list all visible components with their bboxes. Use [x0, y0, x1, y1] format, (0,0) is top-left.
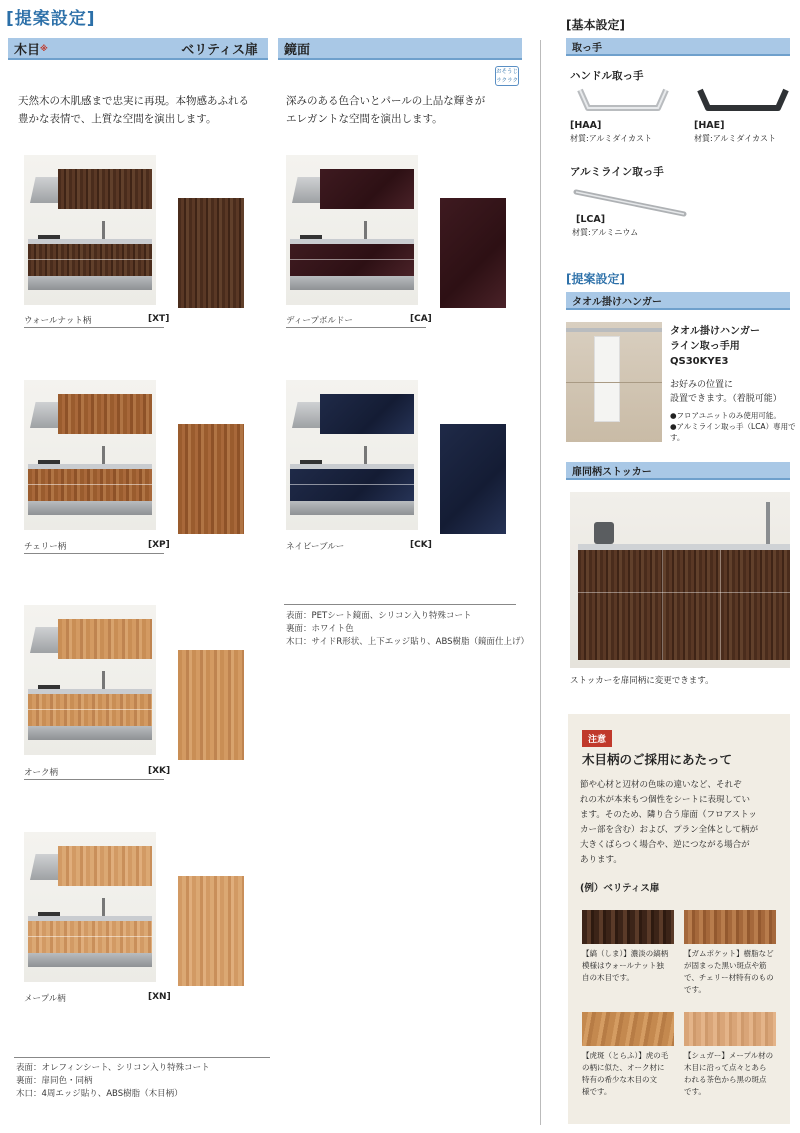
towel-hanger-image [566, 322, 662, 442]
example-line: 自の木目です。 [582, 973, 634, 982]
handle-section-bar [566, 38, 790, 56]
label-oak: オーク柄 [24, 768, 59, 778]
mirror-note: 裏面：ホワイト色 [286, 624, 354, 634]
caution-title: 木目柄のご採用にあたって [582, 752, 733, 767]
towel-desc-line: 設置できます。（着脱可能） [670, 394, 782, 404]
caution-body-line: カー部を含む）および、プラン全体として柄が [580, 825, 759, 835]
handle-title: ハンドル取っ手 [570, 70, 644, 82]
code-navy-blue: [CK] [410, 540, 432, 550]
towel-name-line: タオル掛けハンガー [670, 326, 760, 337]
mirror-intro-line: 深みのある色合いとパールの上品な輝きが [286, 95, 486, 107]
proposal-title: [提案設定] [566, 272, 625, 286]
towel-name-line: ライン取っ手用 [670, 341, 740, 352]
example-line: です。 [684, 1087, 706, 1096]
basic-title: [基本設定] [566, 18, 625, 32]
example-text-stripe [582, 948, 668, 984]
example-text-gum-pocket [684, 948, 774, 996]
towel-note: ●フロアユニットのみ使用可能。 [670, 411, 781, 420]
label-cherry: チェリー柄 [24, 542, 67, 552]
column-divider [540, 40, 541, 1125]
swatch-navy-blue [440, 424, 506, 534]
code-maple: [XN] [148, 992, 171, 1002]
example-line: の柄に似た、オーク材に [582, 1063, 665, 1072]
caution-body-line: あります。 [580, 855, 622, 865]
swatch-oak [178, 650, 244, 760]
example-line: 【ガムポケット】樹脂など [684, 949, 774, 958]
code-oak: [XK] [148, 766, 171, 776]
handle-hae-material: 材質:アルミダイカスト [694, 134, 776, 143]
handle-haa-code: [HAA] [570, 120, 602, 131]
example-image-gum-pocket [684, 910, 776, 944]
kitchen-image-navy-blue [286, 380, 418, 530]
divider [284, 604, 516, 605]
kitchen-image-deep-bordeaux [286, 155, 418, 305]
towel-code: QS30KYE3 [670, 356, 729, 367]
stocker-section-bar [566, 462, 790, 480]
example-title: (例）ベリティス扉 [580, 883, 660, 894]
mirror-note: 木口：サイドR形状、上下エッジ貼り、ABS樹脂（鏡面仕上げ） [286, 637, 530, 647]
divider [24, 553, 164, 554]
mirror-notes [286, 610, 529, 649]
line-handle-code: [LCA] [576, 214, 606, 225]
wood-intro-line: 天然木の木肌感まで忠実に再現。本物感あふれる [18, 95, 249, 107]
caution-label: 注意 [582, 730, 612, 747]
mirror-section-header [278, 38, 522, 60]
example-line: が固まった黒い斑点や筋 [684, 961, 767, 970]
example-line: 模様はウォールナット独 [582, 961, 664, 970]
stocker-image [570, 492, 790, 668]
divider [24, 327, 164, 328]
example-line: 特有の希少な木目の文 [582, 1075, 657, 1084]
wood-notes [16, 1062, 210, 1101]
kitchen-image-oak [24, 605, 156, 755]
mirror-section-title: 鏡面 [284, 42, 311, 58]
example-line: 様です。 [582, 1087, 612, 1096]
badge-line: ラクラク [496, 78, 519, 84]
label-maple: メープル柄 [24, 994, 66, 1004]
wood-section-right-label: ベリティス扉 [181, 42, 258, 58]
example-line: で、チェリー材特有のもの [684, 973, 774, 982]
stocker-bar-label: 扉同柄ストッカー [572, 466, 652, 478]
wood-intro-line: 豊かな表情で、上質な空間を演出します。 [18, 113, 217, 125]
swatch-maple [178, 876, 244, 986]
line-handle-material: 材質:アルミニウム [572, 228, 639, 237]
example-text-sugar [684, 1050, 773, 1098]
example-line: 【縞（しま）】濃淡の縞柄 [582, 949, 669, 958]
wood-note: 表面：オレフィンシート、シリコン入り特殊コート [16, 1063, 210, 1073]
divider [286, 327, 426, 328]
mirror-note: 表面：PETシート鏡面、シリコン入り特殊コート [286, 611, 472, 621]
easy-clean-badge [495, 66, 519, 86]
wood-note: 裏面：扉同色・同柄 [16, 1076, 93, 1086]
code-deep-bordeaux: [CA] [410, 314, 432, 324]
towel-name [670, 324, 760, 369]
caution-body-line: れの木が本来もつ個性をシートに表現してい [580, 795, 751, 805]
towel-section-bar [566, 292, 790, 310]
code-cherry: [XP] [148, 540, 170, 550]
label-walnut: ウォールナット柄 [24, 316, 92, 326]
example-line: われる茶色から黒の斑点 [684, 1075, 767, 1084]
handle-hae-icon [694, 82, 794, 118]
handle-bar-label: 取っ手 [572, 42, 602, 54]
caution-body [580, 778, 784, 868]
example-image-stripe [582, 910, 674, 944]
mirror-intro-line: エレガントな空間を演出します。 [286, 113, 443, 125]
stocker-caption: ストッカーを扉同柄に変更できます。 [570, 676, 714, 686]
page-title: [提案設定] [6, 9, 96, 29]
swatch-cherry [178, 424, 244, 534]
handle-haa-icon [574, 82, 674, 118]
towel-description [670, 378, 782, 406]
kitchen-image-maple [24, 832, 156, 982]
towel-note: ●アルミライン取っ手（LCA）専用です。 [670, 422, 796, 442]
example-line: 木目に沿って点々とあら [684, 1063, 767, 1072]
line-handle-title: アルミライン取っ手 [570, 166, 664, 178]
divider [14, 1057, 270, 1058]
example-line: 【虎斑（とらふ）】虎の毛 [582, 1051, 669, 1060]
kitchen-image-walnut [24, 155, 156, 305]
caution-body-line: 大きくばらつく場合や、逆につながる場合が [580, 840, 750, 850]
example-image-sugar [684, 1012, 776, 1046]
wood-intro [18, 92, 268, 128]
divider [24, 779, 164, 780]
wood-section-header [8, 38, 268, 60]
badge-line: おそうじ [496, 69, 519, 75]
wood-note: 木口：4周エッジ貼り、ABS樹脂（木目柄） [16, 1089, 183, 1099]
label-navy-blue: ネイビーブルー [286, 542, 345, 552]
handle-hae-code: [HAE] [694, 120, 725, 131]
towel-desc-line: お好みの位置に [670, 380, 734, 390]
example-image-tiger-stripe [582, 1012, 674, 1046]
handle-haa-material: 材質:アルミダイカスト [570, 134, 652, 143]
wood-section-mark: ※ [40, 43, 48, 53]
towel-notes [670, 410, 800, 443]
kitchen-image-cherry [24, 380, 156, 530]
example-line: です。 [684, 985, 706, 994]
caution-body-line: ます。そのため、隣り合う扉面（フロアストッ [580, 810, 757, 820]
example-text-tiger-stripe [582, 1050, 668, 1098]
caution-body-line: 節や心材と辺材の色味の違いなど、それぞ [580, 780, 742, 790]
example-line: 【シュガー】メープル材の [684, 1051, 774, 1060]
swatch-deep-bordeaux [440, 198, 506, 308]
towel-bar-label: タオル掛けハンガー [572, 296, 662, 308]
label-deep-bordeaux: ディープボルドー [286, 316, 353, 326]
wood-section-title: 木目 [14, 42, 41, 58]
code-walnut: [XT] [148, 314, 170, 324]
mirror-intro [286, 92, 522, 128]
swatch-walnut [178, 198, 244, 308]
